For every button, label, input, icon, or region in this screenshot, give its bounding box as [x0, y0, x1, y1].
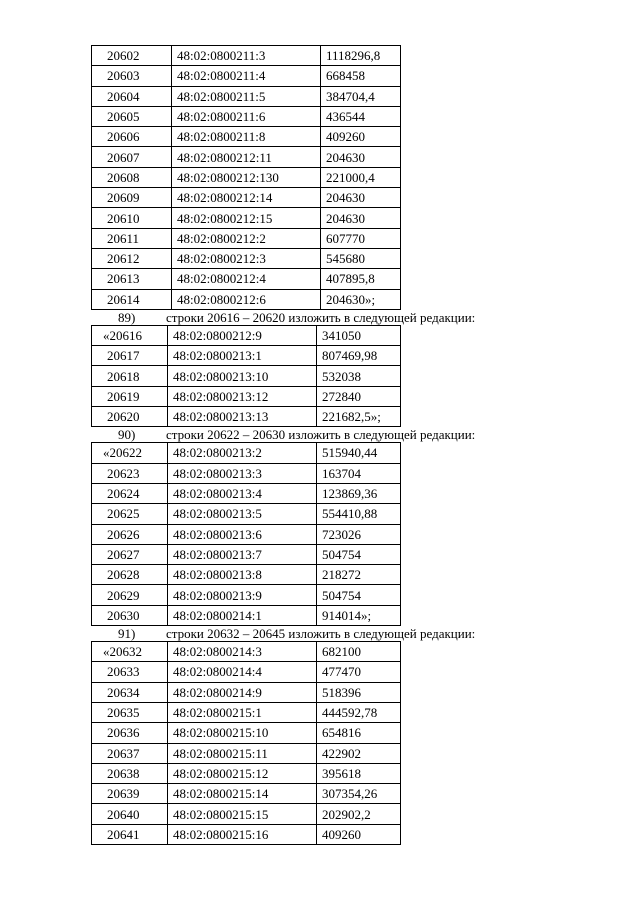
- value-cell: 477470: [317, 662, 401, 682]
- table-row: [92, 228, 401, 248]
- value-cell: 723026: [317, 524, 401, 544]
- table-row: [92, 723, 401, 743]
- value-cell: 515940,44: [317, 443, 401, 463]
- row-number-cell: 20639: [92, 784, 168, 804]
- amendment-paragraph: [0, 310, 640, 325]
- row-number-cell: 20628: [92, 565, 168, 585]
- amendment-paragraph: [0, 626, 640, 641]
- table-row: [92, 106, 401, 126]
- amendment-paragraph: [0, 427, 640, 442]
- cadastral-number-cell: 48:02:0800212:9: [168, 325, 317, 345]
- value-cell: 654816: [317, 723, 401, 743]
- cadastral-number-cell: 48:02:0800215:12: [168, 763, 317, 783]
- paragraph-number: 90): [118, 427, 136, 443]
- table-row: [92, 784, 401, 804]
- registry-table: [91, 641, 401, 845]
- cadastral-number-cell: 48:02:0800212:3: [172, 248, 321, 268]
- row-number-cell: 20603: [92, 66, 172, 86]
- value-cell: 914014»;: [317, 605, 401, 625]
- table-row: [92, 167, 401, 187]
- table-row: [92, 248, 401, 268]
- value-cell: 221682,5»;: [317, 407, 401, 427]
- row-number-cell: «20616: [92, 325, 168, 345]
- table-row: [92, 269, 401, 289]
- value-cell: 607770: [321, 228, 401, 248]
- paragraph-text: строки 20616 – 20620 изложить в следующей редакции:: [166, 309, 476, 325]
- value-cell: 532038: [317, 366, 401, 386]
- row-number-cell: 20637: [92, 743, 168, 763]
- row-number-cell: 20613: [92, 269, 172, 289]
- value-cell: 204630»;: [321, 289, 401, 309]
- row-number-cell: 20629: [92, 585, 168, 605]
- value-cell: 668458: [321, 66, 401, 86]
- table-row: [92, 346, 401, 366]
- row-number-cell: «20622: [92, 443, 168, 463]
- row-number-cell: 20624: [92, 483, 168, 503]
- value-cell: 1118296,8: [321, 46, 401, 66]
- table-row: [92, 702, 401, 722]
- cadastral-number-cell: 48:02:0800213:1: [168, 346, 317, 366]
- cadastral-number-cell: 48:02:0800212:4: [172, 269, 321, 289]
- table-row: [92, 386, 401, 406]
- row-number-cell: 20636: [92, 723, 168, 743]
- table-row: [92, 824, 401, 844]
- cadastral-number-cell: 48:02:0800215:1: [168, 702, 317, 722]
- row-number-cell: 20604: [92, 86, 172, 106]
- cadastral-number-cell: 48:02:0800213:7: [168, 544, 317, 564]
- cadastral-number-cell: 48:02:0800211:3: [172, 46, 321, 66]
- value-cell: 204630: [321, 208, 401, 228]
- table-row: [92, 46, 401, 66]
- value-cell: 444592,78: [317, 702, 401, 722]
- cadastral-number-cell: 48:02:0800213:4: [168, 483, 317, 503]
- cadastral-number-cell: 48:02:0800215:10: [168, 723, 317, 743]
- value-cell: 807469,98: [317, 346, 401, 366]
- paragraph-number: 91): [118, 626, 136, 642]
- table-row: [92, 127, 401, 147]
- table-row: [92, 504, 401, 524]
- table-row: [92, 743, 401, 763]
- row-number-cell: 20602: [92, 46, 172, 66]
- value-cell: 395618: [317, 763, 401, 783]
- cadastral-number-cell: 48:02:0800212:11: [172, 147, 321, 167]
- cadastral-number-cell: 48:02:0800211:4: [172, 66, 321, 86]
- cadastral-number-cell: 48:02:0800211:8: [172, 127, 321, 147]
- row-number-cell: 20614: [92, 289, 172, 309]
- value-cell: 554410,88: [317, 504, 401, 524]
- value-cell: 123869,36: [317, 483, 401, 503]
- table-row: [92, 443, 401, 463]
- table-row: [92, 147, 401, 167]
- cadastral-number-cell: 48:02:0800215:15: [168, 804, 317, 824]
- cadastral-number-cell: 48:02:0800214:9: [168, 682, 317, 702]
- row-number-cell: 20623: [92, 463, 168, 483]
- cadastral-number-cell: 48:02:0800213:5: [168, 504, 317, 524]
- cadastral-number-cell: 48:02:0800215:16: [168, 824, 317, 844]
- cadastral-number-cell: 48:02:0800213:13: [168, 407, 317, 427]
- row-number-cell: 20612: [92, 248, 172, 268]
- table-row: [92, 86, 401, 106]
- value-cell: 409260: [321, 127, 401, 147]
- cadastral-number-cell: 48:02:0800211:6: [172, 106, 321, 126]
- value-cell: 422902: [317, 743, 401, 763]
- table-row: [92, 407, 401, 427]
- table-row: [92, 544, 401, 564]
- value-cell: 504754: [317, 585, 401, 605]
- row-number-cell: 20605: [92, 106, 172, 126]
- table-row: [92, 605, 401, 625]
- table-row: [92, 763, 401, 783]
- registry-table: [91, 442, 401, 626]
- row-number-cell: 20611: [92, 228, 172, 248]
- row-number-cell: 20626: [92, 524, 168, 544]
- registry-table: [91, 45, 401, 310]
- value-cell: 545680: [321, 248, 401, 268]
- value-cell: 409260: [317, 824, 401, 844]
- row-number-cell: 20627: [92, 544, 168, 564]
- cadastral-number-cell: 48:02:0800214:1: [168, 605, 317, 625]
- table-row: [92, 682, 401, 702]
- row-number-cell: 20633: [92, 662, 168, 682]
- value-cell: 407895,8: [321, 269, 401, 289]
- row-number-cell: 20609: [92, 188, 172, 208]
- value-cell: 204630: [321, 188, 401, 208]
- cadastral-number-cell: 48:02:0800211:5: [172, 86, 321, 106]
- row-number-cell: «20632: [92, 642, 168, 662]
- value-cell: 518396: [317, 682, 401, 702]
- table-row: [92, 66, 401, 86]
- row-number-cell: 20606: [92, 127, 172, 147]
- document-page: [0, 45, 640, 845]
- cadastral-number-cell: 48:02:0800215:11: [168, 743, 317, 763]
- cadastral-number-cell: 48:02:0800212:14: [172, 188, 321, 208]
- row-number-cell: 20618: [92, 366, 168, 386]
- row-number-cell: 20630: [92, 605, 168, 625]
- row-number-cell: 20634: [92, 682, 168, 702]
- cadastral-number-cell: 48:02:0800213:2: [168, 443, 317, 463]
- registry-table: [91, 325, 401, 427]
- row-number-cell: 20617: [92, 346, 168, 366]
- table-row: [92, 662, 401, 682]
- value-cell: 218272: [317, 565, 401, 585]
- row-number-cell: 20640: [92, 804, 168, 824]
- value-cell: 341050: [317, 325, 401, 345]
- row-number-cell: 20620: [92, 407, 168, 427]
- cadastral-number-cell: 48:02:0800214:3: [168, 642, 317, 662]
- paragraph-text: строки 20632 – 20645 изложить в следующей редакции:: [166, 626, 476, 642]
- cadastral-number-cell: 48:02:0800213:12: [168, 386, 317, 406]
- table-row: [92, 524, 401, 544]
- row-number-cell: 20638: [92, 763, 168, 783]
- table-row: [92, 642, 401, 662]
- paragraph-number: 89): [118, 309, 136, 325]
- row-number-cell: 20608: [92, 167, 172, 187]
- cadastral-number-cell: 48:02:0800213:9: [168, 585, 317, 605]
- value-cell: 204630: [321, 147, 401, 167]
- row-number-cell: 20625: [92, 504, 168, 524]
- cadastral-number-cell: 48:02:0800215:14: [168, 784, 317, 804]
- row-number-cell: 20641: [92, 824, 168, 844]
- table-row: [92, 483, 401, 503]
- table-row: [92, 366, 401, 386]
- row-number-cell: 20610: [92, 208, 172, 228]
- value-cell: 163704: [317, 463, 401, 483]
- table-row: [92, 565, 401, 585]
- row-number-cell: 20619: [92, 386, 168, 406]
- value-cell: 202902,2: [317, 804, 401, 824]
- cadastral-number-cell: 48:02:0800213:10: [168, 366, 317, 386]
- cadastral-number-cell: 48:02:0800213:8: [168, 565, 317, 585]
- paragraph-text: строки 20622 – 20630 изложить в следующей редакции:: [166, 427, 476, 443]
- cadastral-number-cell: 48:02:0800213:3: [168, 463, 317, 483]
- table-row: [92, 188, 401, 208]
- table-row: [92, 325, 401, 345]
- value-cell: 682100: [317, 642, 401, 662]
- value-cell: 307354,26: [317, 784, 401, 804]
- row-number-cell: 20607: [92, 147, 172, 167]
- value-cell: 221000,4: [321, 167, 401, 187]
- cadastral-number-cell: 48:02:0800212:130: [172, 167, 321, 187]
- cadastral-number-cell: 48:02:0800212:15: [172, 208, 321, 228]
- table-row: [92, 463, 401, 483]
- cadastral-number-cell: 48:02:0800212:6: [172, 289, 321, 309]
- table-row: [92, 804, 401, 824]
- value-cell: 384704,4: [321, 86, 401, 106]
- value-cell: 436544: [321, 106, 401, 126]
- table-row: [92, 585, 401, 605]
- table-row: [92, 289, 401, 309]
- cadastral-number-cell: 48:02:0800212:2: [172, 228, 321, 248]
- table-row: [92, 208, 401, 228]
- cadastral-number-cell: 48:02:0800213:6: [168, 524, 317, 544]
- value-cell: 504754: [317, 544, 401, 564]
- row-number-cell: 20635: [92, 702, 168, 722]
- value-cell: 272840: [317, 386, 401, 406]
- cadastral-number-cell: 48:02:0800214:4: [168, 662, 317, 682]
